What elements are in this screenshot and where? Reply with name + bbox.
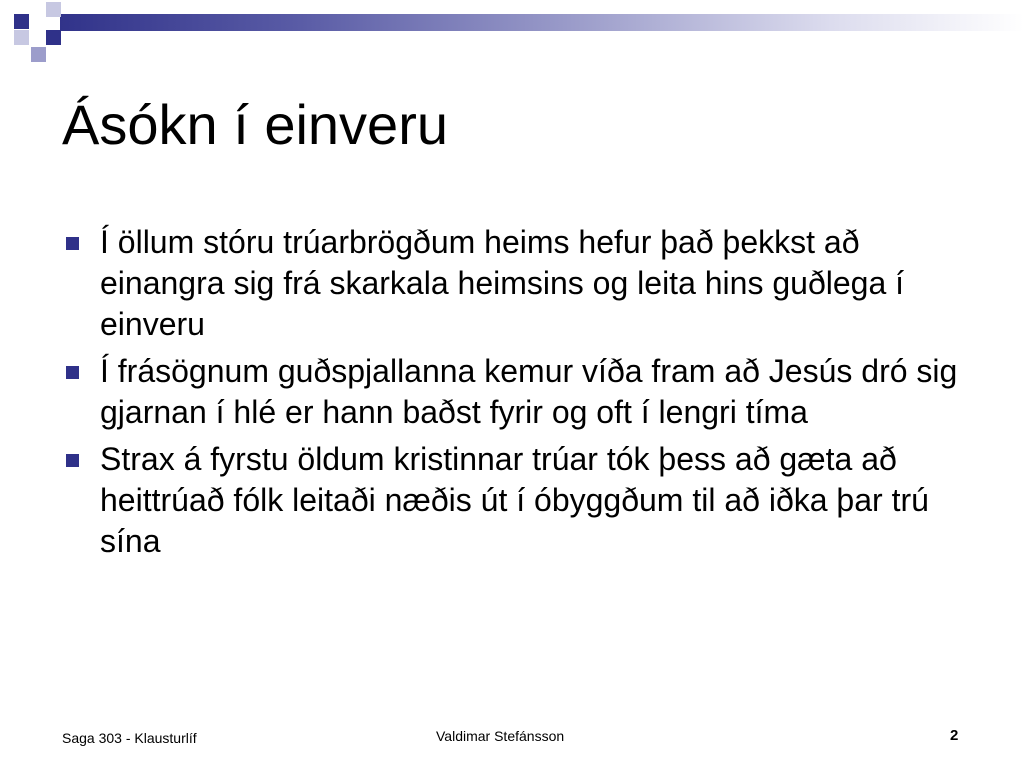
decorative-square (46, 30, 61, 45)
header-gradient-band (60, 14, 1024, 31)
footer-author: Valdimar Stefánsson (436, 728, 565, 744)
bullet-text: Í öllum stóru trúarbrögðum heims hefur það þekkst að einangra sig frá skarkala heimsins og leita hins guðlega í einveru (100, 224, 905, 342)
decorative-square (31, 0, 46, 15)
bullet-item (60, 351, 960, 433)
bullet-text: Strax á fyrstu öldum kristinnar trúar tók þess að gæta að heittrúað fólk leitaði næðis út í óbyggðum til að iðka þar trú sína (100, 441, 929, 559)
square-bullet-icon (66, 366, 79, 379)
decorative-square (31, 47, 46, 62)
decorative-square (14, 30, 29, 45)
footer-course: Saga 303 - Klausturlíf (62, 730, 197, 746)
page-number: 2 (950, 727, 959, 744)
bullet-item (60, 439, 960, 562)
decorative-square (14, 14, 29, 29)
square-bullet-icon (66, 454, 79, 467)
bullet-list (60, 222, 960, 568)
slide-title: Ásókn í einveru (62, 93, 448, 156)
decorative-square (46, 2, 61, 17)
bullet-text: Í frásögnum guðspjallanna kemur víða fram að Jesús dró sig gjarnan í hlé er hann baðst fyrir og oft í lengri tíma (100, 353, 958, 430)
square-bullet-icon (66, 237, 79, 250)
bullet-item (60, 222, 960, 345)
